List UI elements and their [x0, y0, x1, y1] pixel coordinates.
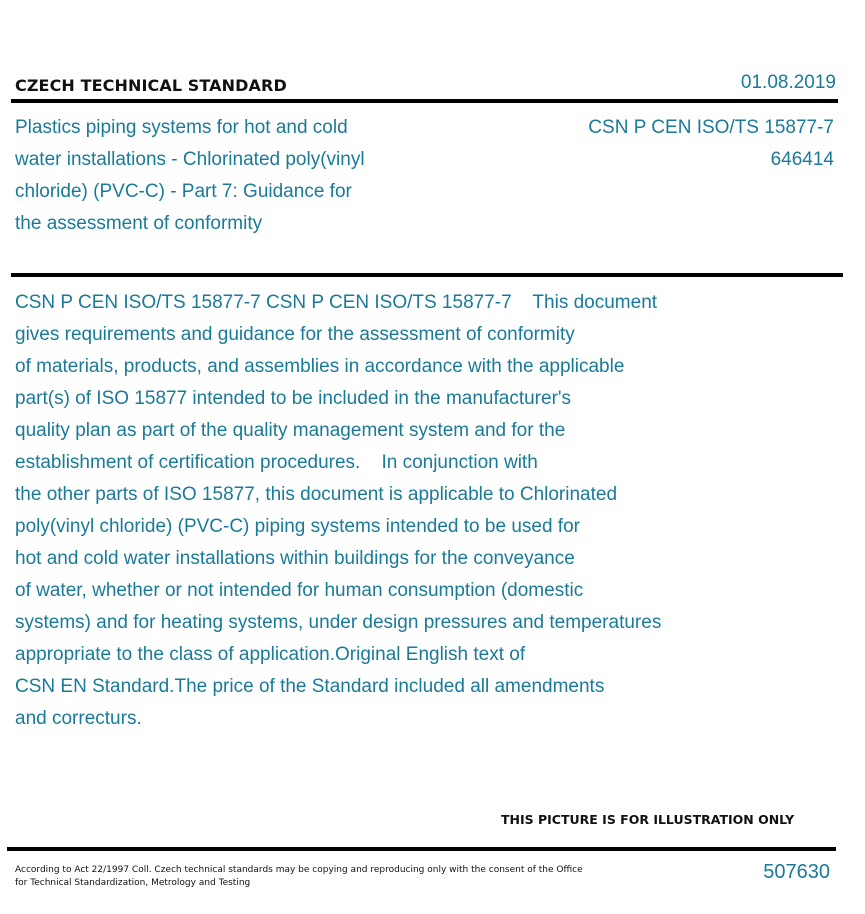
description-line: CSN EN Standard.The price of the Standard included all amendments [15, 676, 605, 697]
standard-type-label: CZECH TECHNICAL STANDARD [15, 76, 287, 95]
copyright-notice [15, 864, 585, 890]
description-line: poly(vinyl chloride) (PVC-C) piping systems intended to be used for [15, 516, 580, 537]
description-line: part(s) of ISO 15877 intended to be included in the manufacturer's [15, 388, 572, 409]
illustration-disclaimer: THIS PICTURE IS FOR ILLUSTRATION ONLY [501, 812, 795, 827]
description-line: CSN P CEN ISO/TS 15877-7 CSN P CEN ISO/TS 15877-7 This document [15, 292, 658, 313]
standard-description [15, 287, 760, 735]
footer-divider [7, 847, 836, 851]
description-line: and correcturs. [15, 708, 142, 729]
description-line: systems) and for heating systems, under design pressures and temperatures [15, 612, 662, 633]
copyright-line: According to Act 22/1997 Coll. Czech technical standards may be copying and reproducing only with the consent of the Office [15, 865, 583, 875]
standard-title [15, 112, 445, 240]
standard-class-code: 646414 [770, 149, 834, 170]
description-line: establishment of certification procedures. In conjunction with [15, 452, 538, 473]
description-line: of materials, products, and assemblies in accordance with the applicable [15, 356, 625, 377]
title-divider [11, 273, 843, 277]
description-line: of water, whether or not intended for human consumption (domestic [15, 580, 584, 601]
description-line: quality plan as part of the quality management system and for the [15, 420, 566, 441]
description-line: gives requirements and guidance for the assessment of conformity [15, 324, 575, 345]
copyright-line: for Technical Standardization, Metrology and Testing [15, 878, 251, 888]
description-line: the other parts of ISO 15877, this document is applicable to Chlorinated [15, 484, 618, 505]
title-line: the assessment of conformity [15, 213, 263, 234]
catalog-number: 507630 [763, 861, 830, 883]
standard-designation: CSN P CEN ISO/TS 15877-7 [588, 117, 834, 138]
description-line: appropriate to the class of application.Original English text of [15, 644, 526, 665]
header-divider [11, 99, 838, 103]
title-line: chloride) (PVC-C) - Part 7: Guidance for [15, 181, 352, 202]
title-line: water installations - Chlorinated poly(vinyl [15, 149, 365, 170]
publication-date: 01.08.2019 [740, 72, 836, 93]
description-line: hot and cold water installations within buildings for the conveyance [15, 548, 575, 569]
standard-identifier [588, 112, 834, 176]
title-line: Plastics piping systems for hot and cold [15, 117, 348, 138]
